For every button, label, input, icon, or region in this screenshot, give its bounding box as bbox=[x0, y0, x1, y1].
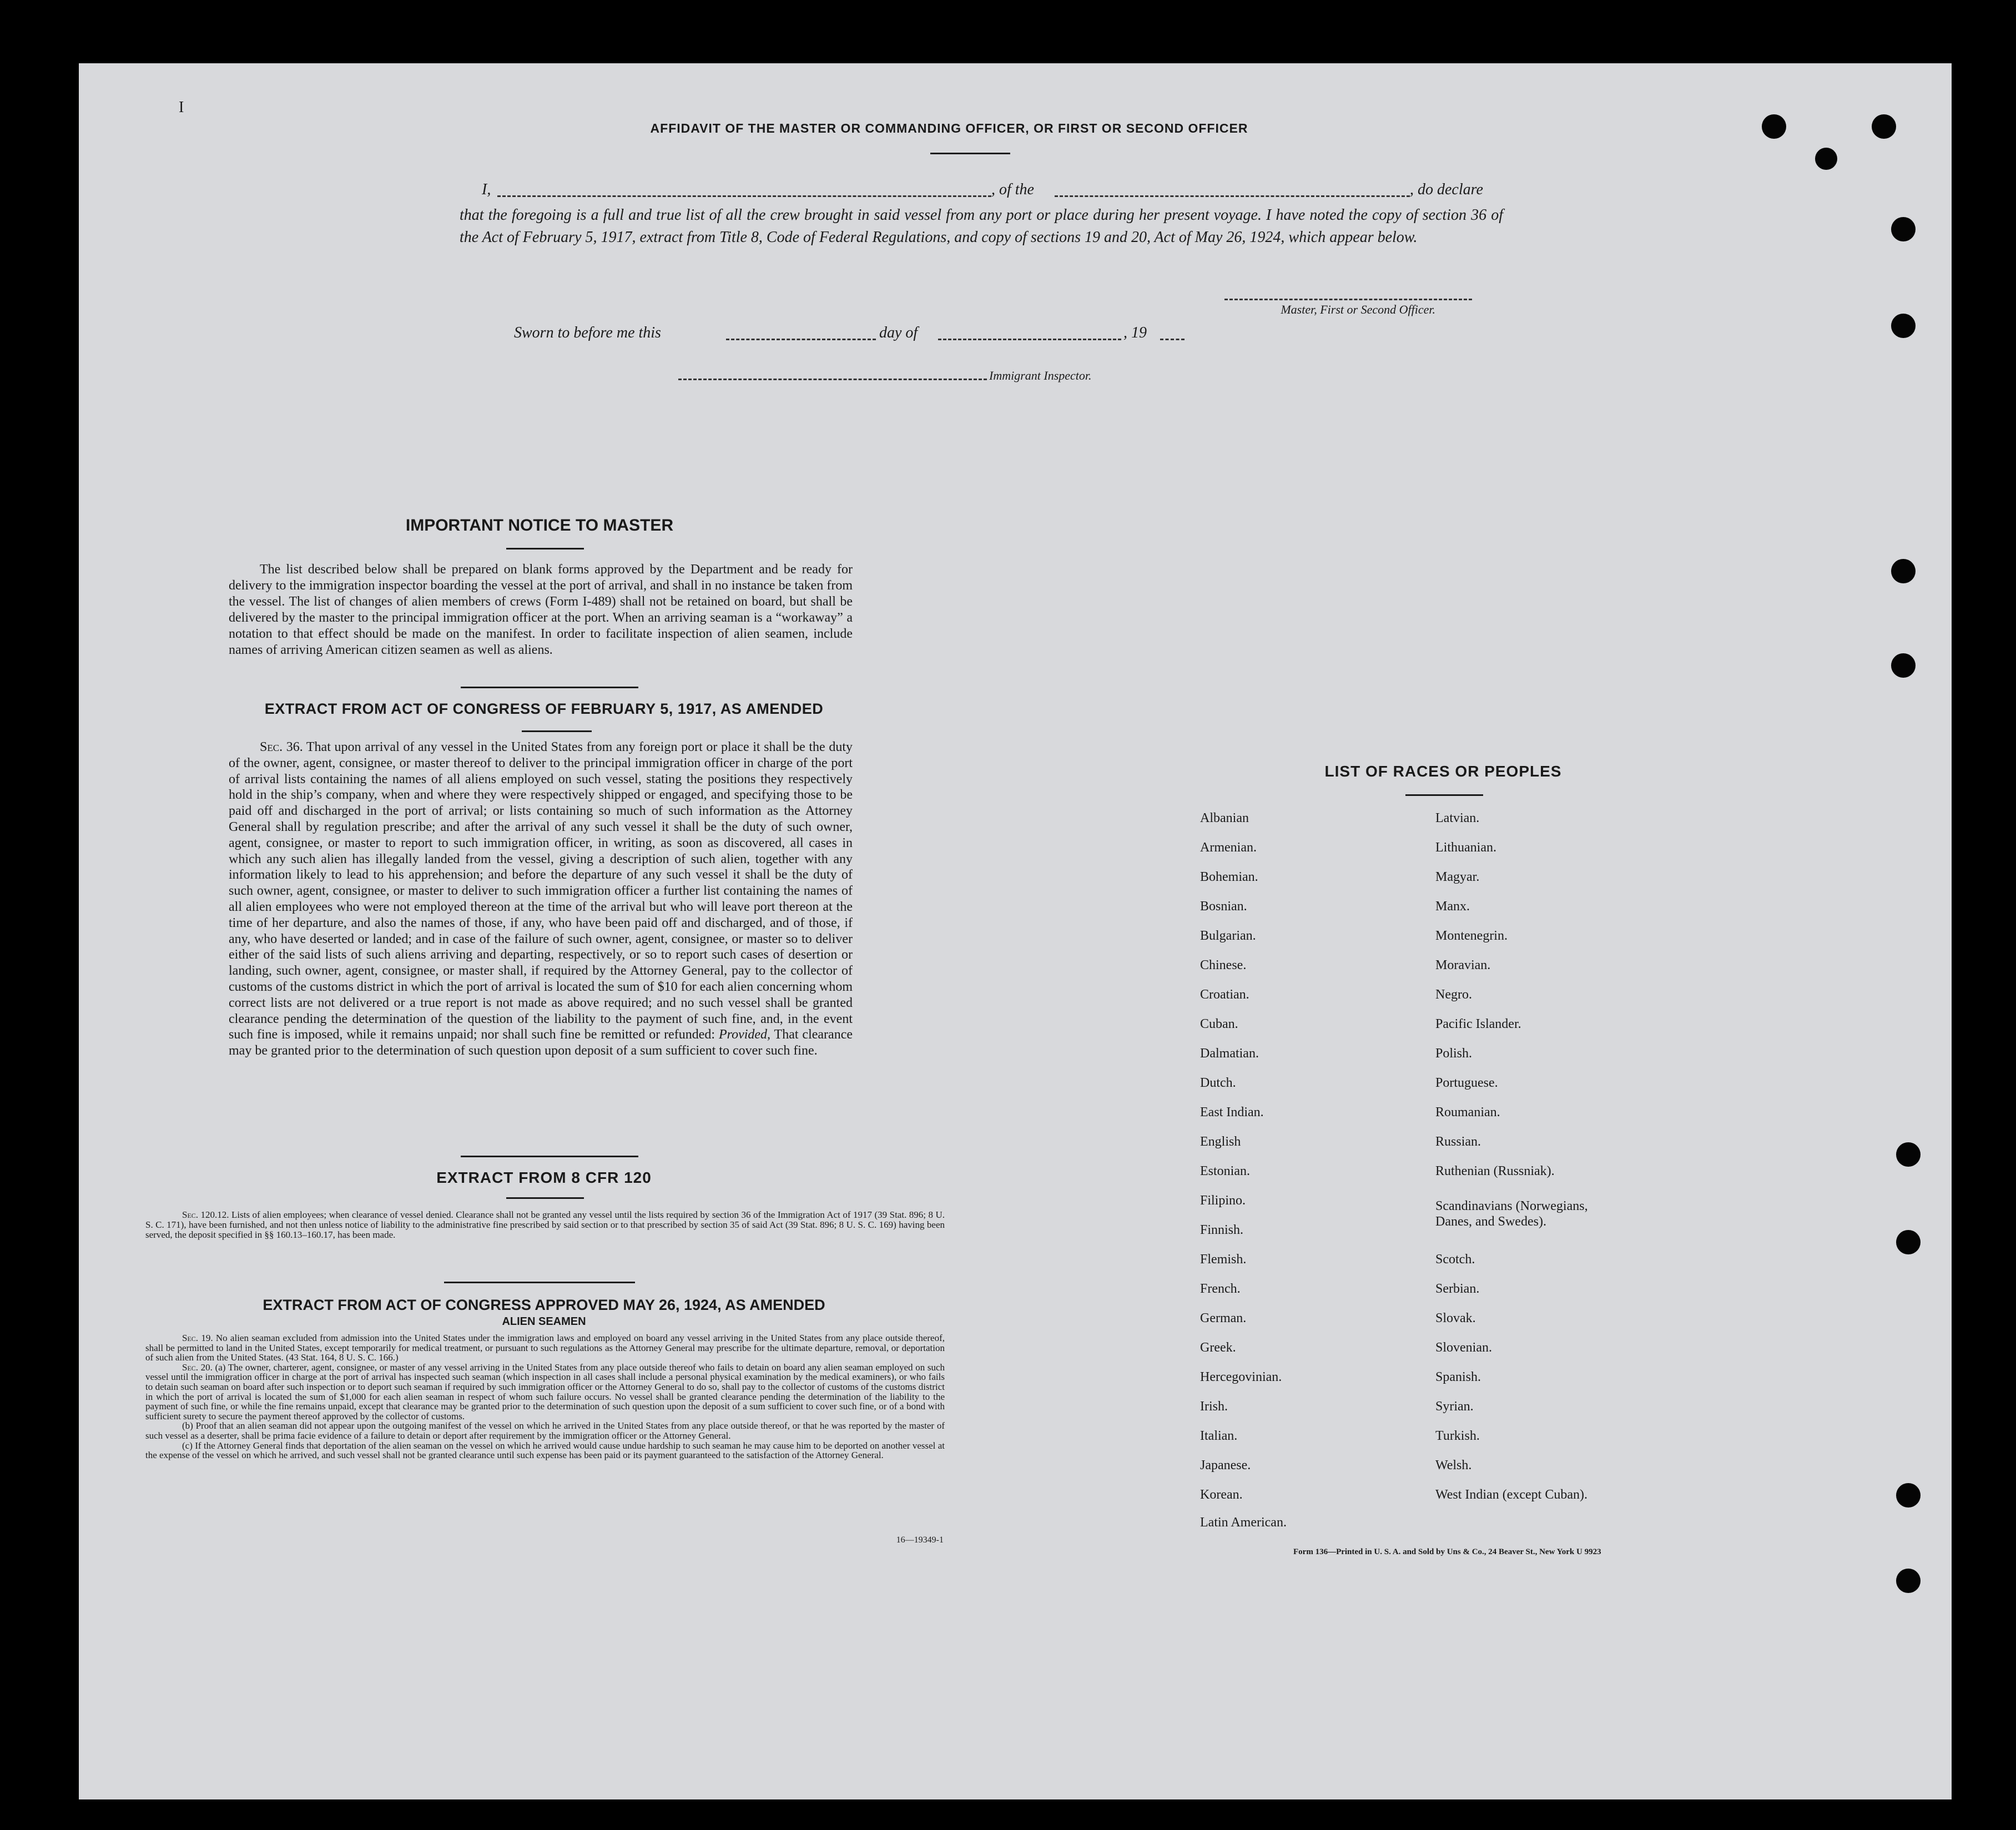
race-croatian: Croatian. bbox=[1200, 987, 1249, 1002]
sec-20a bbox=[145, 1363, 945, 1421]
races-heading: LIST OF RACES OR PEOPLES bbox=[1324, 763, 1562, 780]
margin-mark: I bbox=[179, 99, 184, 116]
sec-19 bbox=[145, 1333, 945, 1363]
form-code: 16—19349-1 bbox=[896, 1535, 944, 1545]
race-japanese: Japanese. bbox=[1200, 1458, 1251, 1473]
race-german: German. bbox=[1200, 1311, 1247, 1325]
race-dalmatian: Dalmatian. bbox=[1200, 1046, 1259, 1061]
sec-36-provided: Provided, bbox=[718, 1027, 771, 1042]
race-portuguese: Portuguese. bbox=[1435, 1076, 1498, 1090]
punch-hole-8 bbox=[1896, 1142, 1921, 1167]
sec-36-label: Sec. 36. bbox=[260, 740, 303, 754]
notice-heading-rule bbox=[506, 548, 584, 549]
sec-19-body: No alien seaman excluded from admission into the United States under the immigration laws and employed on board any vessel arriving in the United States from any place outside thereof, shall be permitted to land in the United States, except temporarily for medical treatment, or pursuant to such regulations as the Attorney General may prescribe for the ultimate departure, removal, or deportation of such alien from the United States. (43 Stat. 164, 8 U. S. C. 166.) bbox=[145, 1333, 945, 1363]
race-irish: Irish. bbox=[1200, 1399, 1228, 1414]
affidavit-heading: AFFIDAVIT OF THE MASTER OR COMMANDING OFFICER, OR FIRST OR SECOND OFFICER bbox=[650, 121, 1248, 135]
sec-120-12-body: Lists of alien employees; when clearance of vessel denied. Clearance shall not be granted any vessel until the lists required by section 36 of the Immigration Act of 1917 (39 Stat. 896; 8 U. S. C. 171), have been furnished, and not then unless notice of liability to the administrative fine prescribed by said section or to that prescribed by section 35 of said Act (39 Stat. 896; 8 U. S. C. 169) having been served, the deposit specified in §§ 160.13–160.17, has been made. bbox=[145, 1209, 945, 1240]
declaration-of-the: , of the bbox=[991, 181, 1034, 198]
sworn-prefix: Sworn to before me this bbox=[514, 324, 661, 341]
extract-1924-heading-text: EXTRACT FROM ACT OF CONGRESS APPROVED MAY 26, 1924, AS AMENDED bbox=[263, 1297, 825, 1313]
race-flemish: Flemish. bbox=[1200, 1252, 1247, 1267]
punch-hole-9 bbox=[1896, 1230, 1921, 1254]
race-east-indian: East Indian. bbox=[1200, 1105, 1264, 1120]
race-scandinavians: Scandinavians (Norwegians, Danes, and Swedes). bbox=[1435, 1199, 1588, 1229]
race-french: French. bbox=[1200, 1282, 1241, 1296]
race-montenegrin: Montenegrin. bbox=[1435, 929, 1508, 943]
race-korean: Korean. bbox=[1200, 1488, 1243, 1502]
extract-1917-heading: EXTRACT FROM ACT OF CONGRESS OF FEBRUARY 5, 1917, AS AMENDED bbox=[264, 700, 824, 717]
race-magyar: Magyar. bbox=[1435, 870, 1480, 884]
race-albanian: Albanian bbox=[1200, 811, 1249, 825]
declarant-name-field[interactable] bbox=[497, 195, 991, 197]
race-bohemian: Bohemian. bbox=[1200, 870, 1258, 884]
affidavit-text: that the foregoing is a full and true list of all the crew brought in said vessel from any port or place during her present voyage. I have noted the copy of section 36 of the Act of February 5, 1917, extract from Title 8, Code of Federal Regulations, and copy of sections 19 and 20, Act of May 26, 1924, which appear below. bbox=[460, 206, 1503, 246]
sec-20-label: Sec. 20. bbox=[182, 1362, 213, 1373]
punch-hole-4 bbox=[1891, 217, 1916, 241]
race-italian: Italian. bbox=[1200, 1429, 1238, 1443]
race-turkish: Turkish. bbox=[1435, 1429, 1480, 1443]
race-finnish: Finnish. bbox=[1200, 1223, 1244, 1237]
sec-20c: (c) If the Attorney General finds that deportation of the alien seaman on the vessel on which he arrived would cause undue hardship to such seaman he may cause him to be deported on another vessel at the expense of the vessel on which he arrived, and such vessel shall not be granted clearance until such expense has been paid or its payment guaranteed to the satisfaction of the Attorney General. bbox=[145, 1440, 945, 1461]
extract-1917-divider bbox=[461, 1156, 638, 1157]
race-bulgarian: Bulgarian. bbox=[1200, 929, 1256, 943]
sec-19-label: Sec. 19. bbox=[182, 1333, 213, 1343]
sec-36-body-end: That clearance may be granted prior to the determination of such question upon deposit of a sum sufficient to cover such fine. bbox=[229, 1027, 853, 1058]
extract-1917-body bbox=[229, 739, 853, 1059]
sec-20a-body: (a) The owner, charterer, agent, consignee, or master of any vessel arriving in the United States from any place outside thereof who fails to detain on board any alien seaman employed on such vessel until the immigration officer in charge at the port of arrival has inspected such seaman (which inspection in all cases shall include a personal physical examination by the medical examiners), or who fails to detain such seaman on board after such inspection or to deport such seaman if required by such immigration officer or the Attorney General to do so, shall pay to the collector of customs of the customs district in which the port of arrival is located the sum of $1,000 for each alien seaman in respect of whom such failure occurs. No vessel shall be granted clearance pending the determination of the liability to the payment of such fine, or while the fine remains unpaid, except that clearance may be granted prior to the determination of such question upon the deposit of a sum sufficient to cover such fine, or of a bond with sufficient surety to secure the payment thereof approved by the collector of customs. bbox=[145, 1362, 945, 1421]
race-roumanian: Roumanian. bbox=[1435, 1105, 1500, 1120]
race-latvian: Latvian. bbox=[1435, 811, 1480, 825]
cfr-body bbox=[145, 1210, 945, 1240]
race-ruthenian: Ruthenian (Russniak). bbox=[1435, 1164, 1555, 1178]
race-bosnian: Bosnian. bbox=[1200, 899, 1247, 914]
affidavit-heading-rule bbox=[930, 153, 1010, 154]
form-print-line: Form 136—Printed in U. S. A. and Sold by Uns & Co., 24 Beaver St., New York U 9923 bbox=[1293, 1547, 1601, 1556]
cfr-heading: EXTRACT FROM 8 CFR 120 bbox=[436, 1169, 652, 1186]
race-filipino: Filipino. bbox=[1200, 1193, 1246, 1208]
race-slovenian: Slovenian. bbox=[1435, 1340, 1492, 1355]
declaration-do-declare: , do declare bbox=[1410, 181, 1483, 198]
race-dutch: Dutch. bbox=[1200, 1076, 1236, 1090]
race-english: English bbox=[1200, 1135, 1241, 1149]
notice-body bbox=[229, 562, 853, 658]
race-hercegovinian: Hercegovinian. bbox=[1200, 1370, 1282, 1384]
race-negro: Negro. bbox=[1435, 987, 1472, 1002]
punch-hole-6 bbox=[1891, 559, 1916, 583]
race-chinese: Chinese. bbox=[1200, 958, 1247, 972]
notice-heading: IMPORTANT NOTICE TO MASTER bbox=[405, 516, 674, 535]
alien-seamen-subheading: ALIEN SEAMEN bbox=[502, 1315, 586, 1328]
race-lithuanian: Lithuanian. bbox=[1435, 840, 1496, 855]
race-estonian: Estonian. bbox=[1200, 1164, 1250, 1178]
race-syrian: Syrian. bbox=[1435, 1399, 1474, 1414]
sworn-day-field[interactable] bbox=[726, 339, 876, 340]
race-manx: Manx. bbox=[1435, 899, 1470, 914]
extract-1924-heading bbox=[155, 1297, 933, 1314]
race-greek: Greek. bbox=[1200, 1340, 1236, 1355]
extract-1917-heading-rule bbox=[522, 730, 592, 732]
sworn-year-field[interactable] bbox=[1160, 339, 1185, 340]
inspector-signature-field[interactable] bbox=[678, 379, 987, 380]
signature-field[interactable] bbox=[1224, 299, 1472, 300]
punch-hole-1 bbox=[1762, 114, 1786, 139]
signature-label: Master, First or Second Officer. bbox=[1281, 303, 1435, 316]
sec-36-body: That upon arrival of any vessel in the United States from any foreign port or place it shall be the duty of the owner, agent, consignee, or master thereof to deliver to the principal immigration officer in charge of the port of arrival lists containing the names of all aliens employed on such vessel, stating the positions they respectively hold in the ship’s company, when and where they were respectively shipped or engaged, and specifying those to be paid off and discharged in the port of arrival; or lists containing so much of such information as the Attorney General shall by regulation prescribe; and after the arrival of any such vessel it shall be the duty of such owner, agent, consignee, or master to report to such immigration officer, in writing, as soon as discovered, all cases in which any such alien has illegally landed from the vessel, giving a description of such alien, together with any information likely to lead to his apprehension; and before the departure of any such vessel it shall be the duty of such owner, agent, consignee, or master to deliver to such immigration officer a further list containing the names of all alien employees who were not employed thereon at the time of the arrival but who will leave port thereon at the time of her departure, and also the names of those, if any, who have been paid off and discharged, and of those, if any, who have deserted or landed; and in case of the failure of such owner, agent, consignee, or master so to deliver either of the said lists of such aliens arriving and departing, respectively, or so to report such cases of desertion or landing, such owner, agent, consignee, or master shall, if required by the Attorney General, pay to the collector of customs of the customs district in which the port of arrival is located the sum of $10 for each alien concerning whom correct lists are not delivered or a true report is not made as above required; and no such vessel shall be granted clearance pending the determination of the question of the liability to the payment of such fine, and, in the event such fine is imposed, while it remains unpaid; nor shall such fine be remitted or refunded: bbox=[229, 740, 853, 1042]
race-moravian: Moravian. bbox=[1435, 958, 1491, 972]
race-welsh: Welsh. bbox=[1435, 1458, 1472, 1473]
race-west-indian: West Indian (except Cuban). bbox=[1435, 1488, 1587, 1502]
race-russian: Russian. bbox=[1435, 1135, 1481, 1149]
cfr-divider bbox=[444, 1282, 635, 1283]
races-heading-rule bbox=[1405, 794, 1483, 796]
vessel-name-field[interactable] bbox=[1055, 195, 1410, 197]
sworn-month-field[interactable] bbox=[938, 339, 1121, 340]
notice-divider bbox=[461, 687, 638, 688]
sec-120-12-label: Sec. 120.12. bbox=[182, 1209, 229, 1220]
inspector-label: Immigrant Inspector. bbox=[989, 369, 1092, 382]
punch-hole-5 bbox=[1891, 314, 1916, 338]
notice-body-text: The list described below shall be prepared on blank forms approved by the Department and be ready for delivery to the immigration inspector boarding the vessel at the port of arrival, and shall in no instance be taken from the vessel. The list of changes of alien members of crews (Form I-489) shall not be retained on board, but shall be delivered by the master to the principal immigration officer at the port. When an arriving seaman is a “workaway” a notation to that effect should be made on the manifest. In order to facilitate inspection of alien seamen, include names of arriving American citizen seamen as well as aliens. bbox=[229, 562, 853, 657]
race-latin-american: Latin American. bbox=[1200, 1515, 1287, 1530]
race-spanish: Spanish. bbox=[1435, 1370, 1481, 1384]
punch-hole-2 bbox=[1872, 114, 1896, 139]
race-polish: Polish. bbox=[1435, 1046, 1473, 1061]
race-cuban: Cuban. bbox=[1200, 1017, 1238, 1031]
punch-hole-10 bbox=[1896, 1483, 1921, 1508]
sworn-year-label: , 19 bbox=[1123, 324, 1147, 341]
cfr-heading-rule bbox=[506, 1197, 584, 1199]
punch-hole-11 bbox=[1896, 1569, 1921, 1593]
declaration-I: I, bbox=[482, 181, 491, 198]
sworn-day-label: day of bbox=[879, 324, 918, 341]
punch-hole-3 bbox=[1815, 148, 1837, 170]
punch-hole-7 bbox=[1891, 653, 1916, 678]
race-pacific-islander: Pacific Islander. bbox=[1435, 1017, 1521, 1031]
race-scotch: Scotch. bbox=[1435, 1252, 1475, 1267]
race-serbian: Serbian. bbox=[1435, 1282, 1480, 1296]
extract-1924-body bbox=[145, 1333, 945, 1460]
race-armenian: Armenian. bbox=[1200, 840, 1257, 855]
sec-20b: (b) Proof that an alien seaman did not appear upon the outgoing manifest of the vessel on which he arrived in the United States from any place outside thereof, or that he was reported by the master of such vessel as a deserter, shall be prima facie evidence of a failure to detain or deport after requirement by the immigration officer or the Attorney General. bbox=[145, 1420, 945, 1441]
race-slovak: Slovak. bbox=[1435, 1311, 1476, 1325]
